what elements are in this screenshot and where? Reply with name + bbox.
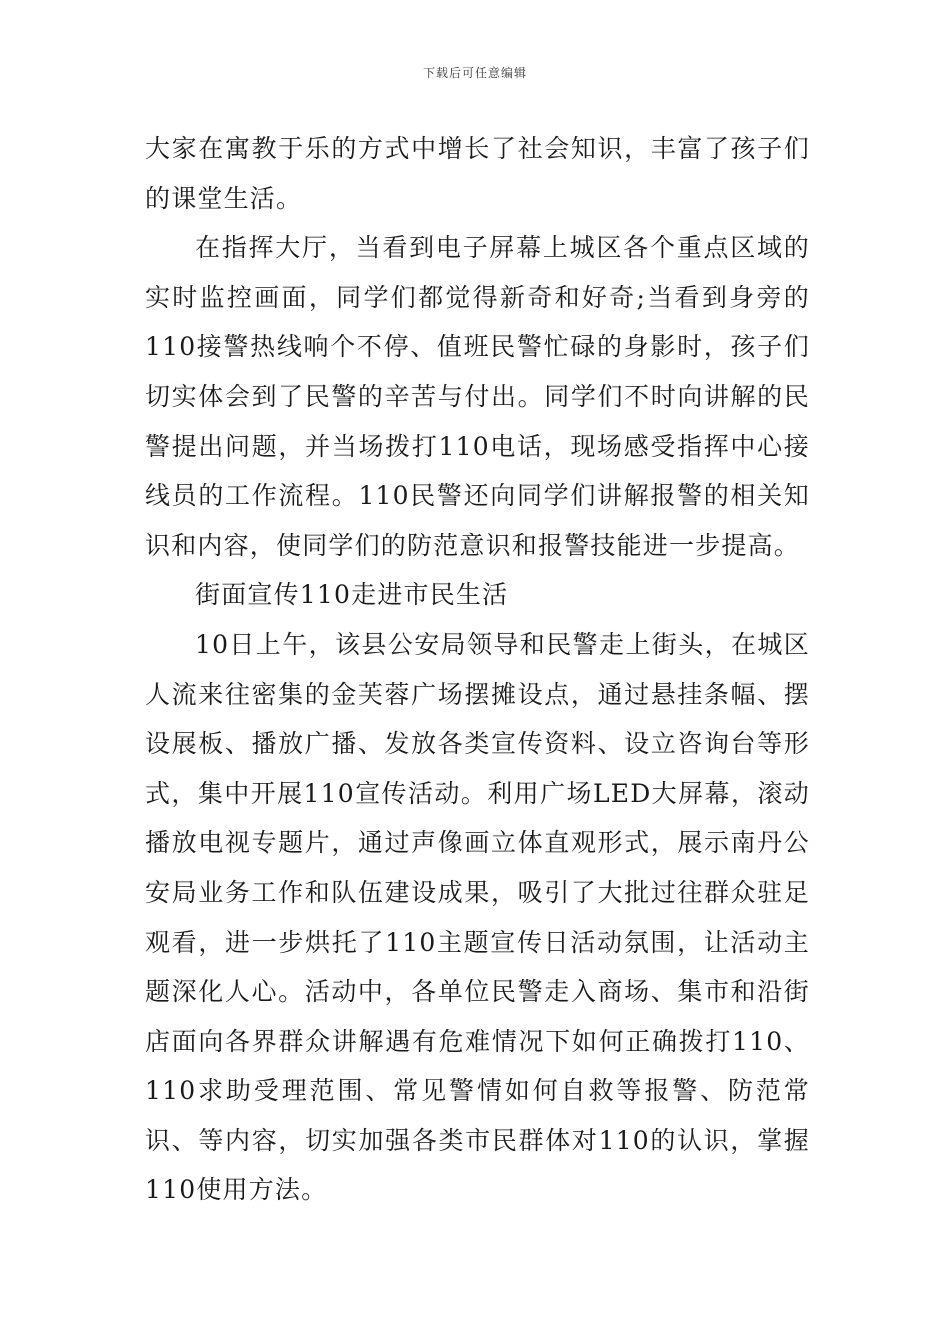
document-body bbox=[145, 124, 810, 1215]
page-header: 下载后可任意编辑 bbox=[422, 66, 527, 80]
paragraph-street-promotion: 10日上午，该县公安局领导和民警走上街头，在城区人流来往密集的金芙蓉广场摆摊设点，通过悬挂条幅、摆设展板、播放广播、发放各类宣传资料、设立咨询台等形式，集中开展110宣传活动。利用广场LED大屏幕，滚动播放电视专题片，通过声像画立体直观形式，展示南丹公安局业务工作和队伍建设成果，吸引了大批过往群众驻足观看，进一步烘托了110主题宣传日活动氛围，让活动主题深化人心。活动中，各单位民警走入商场、集市和沿街店面向各界群众讲解遇有危难情况下如何正确拨打110、110求助受理范围、常见警情如何自救等报警、防范常识、等内容，切实加强各类市民群体对110的认识，掌握110使用方法。 bbox=[145, 629, 810, 1205]
section-subheading: 街面宣传110走进市民生活 bbox=[195, 580, 509, 610]
paragraph-command-hall: 在指挥大厅，当看到电子屏幕上城区各个重点区域的实时监控画面，同学们都觉得新奇和好奇;当看到身旁的110接警热线响个不停、值班民警忙碌的身影时，孩子们切实体会到了民警的辛苦与付出。同学们不时向讲解的民警提出问题，并当场拨打110电话，现场感受指挥中心接线员的工作流程。110民警还向同学们讲解报警的相关知识和内容，使同学们的防范意识和报警技能进一步提高。 bbox=[145, 233, 810, 560]
paragraph-continuation: 大家在寓教于乐的方式中增长了社会知识，丰富了孩子们的课堂生活。 bbox=[145, 134, 810, 213]
